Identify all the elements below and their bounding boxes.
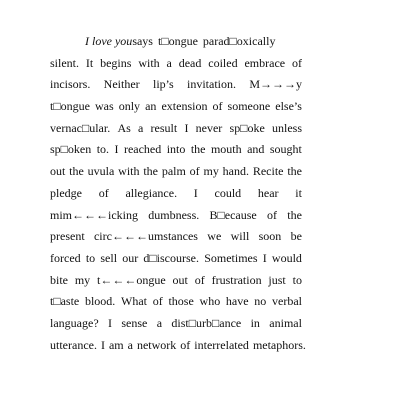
poem-word: sense xyxy=(121,315,148,330)
poem-word: those xyxy=(168,294,194,309)
poem-word: an xyxy=(145,99,157,114)
poem-word: invitation. xyxy=(186,77,236,92)
poem-word: t□ongue xyxy=(50,99,90,114)
poem-word: to xyxy=(292,272,302,287)
poem-word: I xyxy=(100,337,105,352)
poem-word: we xyxy=(207,229,222,244)
poem-word: the xyxy=(287,207,302,222)
poem-word: who xyxy=(199,294,221,309)
poem-word: else’s xyxy=(275,99,302,114)
poem-word: in xyxy=(250,315,260,330)
poem-word: forced xyxy=(50,250,81,265)
poem-word: interrelated xyxy=(194,337,249,352)
poem-word: coiled xyxy=(208,55,238,70)
poem-word: a xyxy=(166,55,172,70)
poem-word: reached xyxy=(123,142,162,157)
poem-word: palm xyxy=(161,164,186,179)
poem-word: mouth xyxy=(210,142,242,157)
poem-word: dead xyxy=(178,55,202,70)
poem-line xyxy=(50,118,302,140)
poem-word: of xyxy=(152,294,163,309)
poem-word: a xyxy=(156,315,163,330)
poem-word: animal xyxy=(269,315,302,330)
poem-line xyxy=(50,270,302,292)
poem-word: unless xyxy=(272,120,302,135)
poem-word: was xyxy=(94,99,114,114)
poem-word: I xyxy=(184,120,189,135)
poem-word: sp□oken xyxy=(50,142,92,157)
poem-word: the xyxy=(69,164,84,179)
poem-word: my xyxy=(74,272,91,287)
poem-word: mim←←←icking xyxy=(50,207,138,222)
poem-word: says xyxy=(132,34,153,48)
poem-word: I xyxy=(108,315,112,330)
poem-word: no xyxy=(254,294,267,309)
poem-word: t□aste xyxy=(50,294,80,309)
poem-word: of xyxy=(267,207,278,222)
poem-word: utterance. xyxy=(50,337,97,352)
poem-word: parad□oxically xyxy=(202,34,276,48)
poem-word: Recite xyxy=(252,164,284,179)
poem-word: As xyxy=(117,120,131,135)
poem-word: a xyxy=(138,120,144,135)
poem-word: of xyxy=(180,337,191,352)
poem-word: hand. xyxy=(222,164,249,179)
poem-word: frustration xyxy=(211,272,262,287)
poem-line xyxy=(50,139,302,161)
poem-word: have xyxy=(225,294,249,309)
poem-word: bite xyxy=(50,272,68,287)
poem-word: t□ongue xyxy=(157,34,198,48)
poem-word: of xyxy=(189,164,200,179)
poem-line xyxy=(50,205,302,227)
poem-word: never xyxy=(195,120,223,135)
poem-word: dist□urb□ance xyxy=(171,315,242,330)
poem-word: vernac□ular. xyxy=(50,120,111,135)
poem-word: our xyxy=(122,250,139,265)
poem-word: out xyxy=(172,272,188,287)
poem-word: allegiance. xyxy=(125,185,178,200)
poem-word: to. xyxy=(96,142,110,157)
poem-word: be xyxy=(290,229,302,244)
poem-word: What xyxy=(121,294,148,309)
poem-word: result xyxy=(150,120,178,135)
poem-word: out xyxy=(50,164,66,179)
poem-line xyxy=(50,183,302,205)
poem-word: Neither xyxy=(103,77,140,92)
poem-line xyxy=(50,313,302,335)
poem-word: to xyxy=(85,250,96,265)
poem-line xyxy=(50,291,302,313)
poem-line xyxy=(50,31,302,53)
poem-word: sp□oke xyxy=(229,120,265,135)
poem-word: with xyxy=(118,164,140,179)
poem-word: soon xyxy=(258,229,282,244)
poem-word: circ←←←umstances xyxy=(93,229,198,244)
poem-word: d□iscourse. xyxy=(143,250,199,265)
poem-word: dumbness. xyxy=(148,207,200,222)
poem-line xyxy=(50,226,302,248)
poem-word: the xyxy=(287,164,302,179)
poem-word: uvula xyxy=(87,164,115,179)
poem-word: blood. xyxy=(84,294,116,309)
poem-word: t←←←ongue xyxy=(97,272,166,287)
poem-line xyxy=(50,53,302,75)
poem-word: could xyxy=(214,185,242,200)
poem-word: will xyxy=(230,229,250,244)
poem-word: it xyxy=(295,185,302,200)
poem-word: I xyxy=(114,142,119,157)
poem-word: language? xyxy=(50,315,99,330)
poem-line xyxy=(50,248,302,270)
poem-line xyxy=(50,96,302,118)
poem-word: pledge xyxy=(50,185,82,200)
poem-word: my xyxy=(203,164,219,179)
poem-word: network xyxy=(136,337,177,352)
poem-word: the xyxy=(190,142,206,157)
poem-word: only xyxy=(118,99,141,114)
poem-line xyxy=(50,161,302,183)
poem-word: of xyxy=(194,272,205,287)
poem-word: hear xyxy=(257,185,279,200)
poem-word: verbal xyxy=(272,294,302,309)
poem-word: with xyxy=(138,55,160,70)
poem-word-italic: I love you xyxy=(85,34,133,48)
poem-word: It xyxy=(85,55,94,70)
poem-word: into xyxy=(166,142,186,157)
poem-word: of xyxy=(212,99,223,114)
poem-word: present xyxy=(50,229,85,244)
poem-word: just xyxy=(268,272,286,287)
poem-word: the xyxy=(143,164,159,179)
poem-word: someone xyxy=(227,99,271,114)
poem-line xyxy=(50,74,302,96)
poem-word: B□ecause xyxy=(209,207,257,222)
poem-word: M→→→y xyxy=(249,77,302,92)
poem-word: embrace xyxy=(244,55,286,70)
poem-word: sell xyxy=(100,250,118,265)
poem-word: begins xyxy=(100,55,132,70)
poem-word: lip’s xyxy=(152,77,174,92)
poem-word: silent. xyxy=(50,55,79,70)
poem-line xyxy=(50,335,306,357)
poem-word: extension xyxy=(161,99,208,114)
poem-word: am xyxy=(108,337,124,352)
poem-word: and xyxy=(247,142,265,157)
poem-word: of xyxy=(291,55,302,70)
poem-word: incisors. xyxy=(50,77,91,92)
poem-word: of xyxy=(98,185,109,200)
poem-word: metaphors. xyxy=(252,337,306,352)
poem-word: a xyxy=(127,337,133,352)
poem-word: I xyxy=(193,185,198,200)
poem-text xyxy=(50,31,306,356)
poem-word: would xyxy=(271,250,302,265)
poem-word: Sometimes xyxy=(204,250,258,265)
poem-word: sought xyxy=(269,142,302,157)
poem-word: I xyxy=(262,250,267,265)
